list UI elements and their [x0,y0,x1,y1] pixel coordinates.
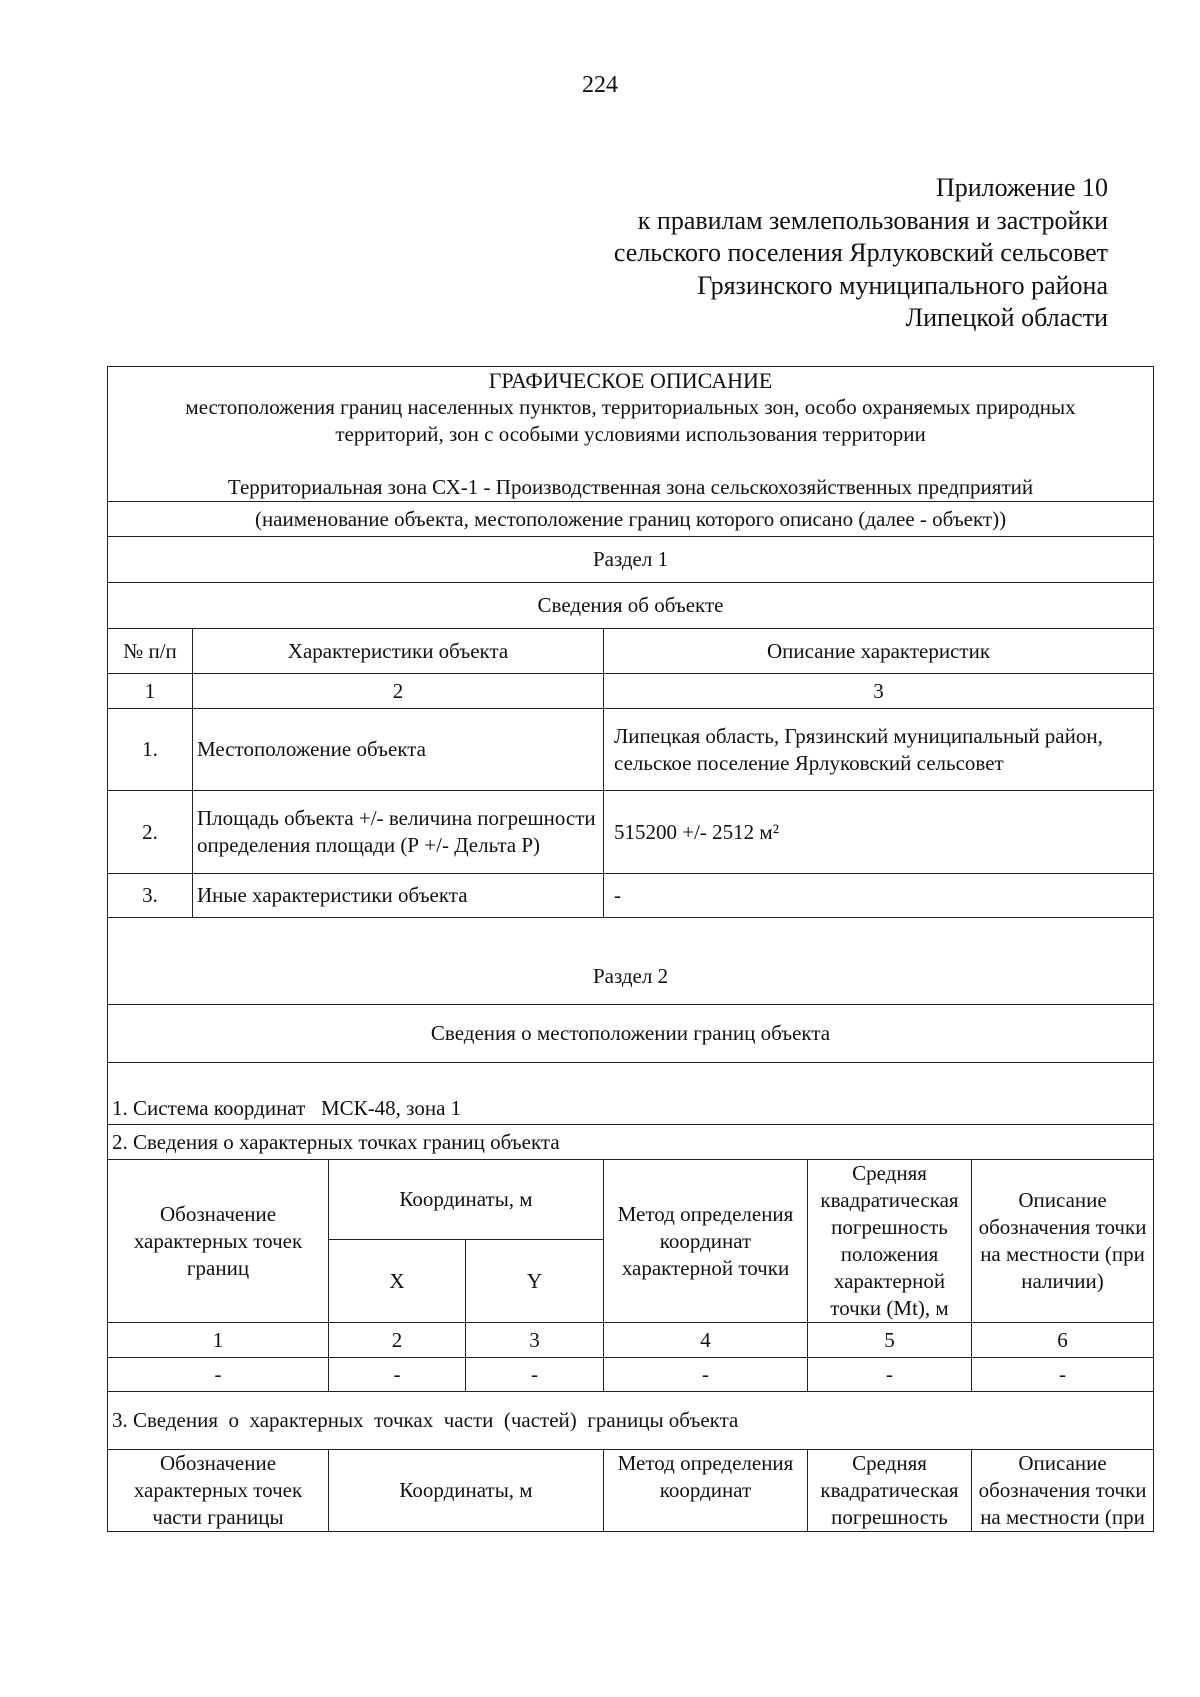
table-cell: - [108,1358,329,1392]
appendix-line: Липецкой области [905,303,1108,332]
row-number: 3. [108,874,193,918]
table-cell: - [604,1358,808,1392]
table-cell: - [466,1358,604,1392]
col-header-designation: Обозначение характерных точек границ [108,1160,329,1323]
col-header-y: Y [466,1240,604,1323]
col-number: 5 [808,1323,972,1358]
document-header [108,367,1154,502]
object-caption: (наименование объекта, местоположение границ которого описано (далее - объект)) [108,502,1154,537]
col-header-part-designation: Обозначение характерных точек части границы [108,1450,329,1532]
col-header-characteristic: Характеристики объекта [193,629,604,674]
col-number: 6 [972,1323,1154,1358]
row-characteristic: Иные характеристики объекта [193,874,604,918]
col-number: 2 [329,1323,466,1358]
document-subtitle-line: территорий, зон с особыми условиями использования территории [335,422,926,446]
section2-title: Раздел 2 [108,918,1154,1005]
col-number: 3 [604,674,1154,709]
row-number: 2. [108,791,193,874]
col-header-number: № п/п [108,629,193,674]
col-number: 3 [466,1323,604,1358]
table-cell: - [808,1358,972,1392]
coordinate-system: 1. Система координат МСК-48, зона 1 [108,1063,1154,1125]
part-points-heading: 3. Сведения о характерных точках части (частей) границы объекта [108,1392,1154,1450]
appendix-line: Грязинского муниципального района [697,270,1108,300]
col-header-coordinates: Координаты, м [329,1160,604,1240]
col-number: 1 [108,1323,329,1358]
col-header-method: Метод определения координат характерной точки [604,1160,808,1323]
row-description: - [604,874,1154,918]
col-header-point-description: Описание обозначения точки на местности (при [972,1450,1154,1532]
col-header-description: Описание характеристик [604,629,1154,674]
row-characteristic: Местоположение объекта [193,709,604,791]
col-header-error: Средняя квадратическая погрешность положения характерной точки (Mt), м [808,1160,972,1323]
section1-title: Раздел 1 [108,537,1154,583]
points-heading: 2. Сведения о характерных точках границ объекта [108,1125,1154,1160]
row-characteristic: Площадь объекта +/- величина погрешности определения площади (Р +/- Дельта Р) [193,791,604,874]
table-cell: - [329,1358,466,1392]
table-cell: - [972,1358,1154,1392]
section1-subtitle: Сведения об объекте [108,583,1154,629]
col-header-point-description: Описание обозначения точки на местности (при наличии) [972,1160,1154,1323]
section2-subtitle: Сведения о местоположении границ объекта [108,1005,1154,1063]
row-number: 1. [108,709,193,791]
zone-name: Территориальная зона СХ-1 - Производственная зона сельскохозяйственных предприятий [227,475,1034,499]
col-header-method: Метод определения координат [604,1450,808,1532]
row-description: 515200 +/- 2512 м² [604,791,1154,874]
appendix-line: к правилам землепользования и застройки [637,205,1108,235]
row-description: Липецкая область, Грязинский муниципальный район, сельское поселение Ярлуковский сельсовет [604,709,1154,791]
appendix-line: Приложение 10 [935,173,1108,202]
document-title: ГРАФИЧЕСКОЕ ОПИСАНИЕ [488,368,773,393]
col-header-x: X [329,1240,466,1323]
appendix-note [614,172,1108,335]
appendix-line: сельского поселения Ярлуковский сельсовет [613,238,1108,267]
page-number: 224 [582,72,618,98]
col-header-error: Средняя квадратическая погрешность [808,1450,972,1532]
col-header-coordinates: Координаты, м [329,1450,604,1532]
document-subtitle-line: местоположения границ населенных пунктов, территориальных зон, особо охраняемых природных [185,395,1076,419]
col-number: 4 [604,1323,808,1358]
col-number: 2 [193,674,604,709]
graphic-description-form [107,366,1154,1532]
col-number: 1 [108,674,193,709]
